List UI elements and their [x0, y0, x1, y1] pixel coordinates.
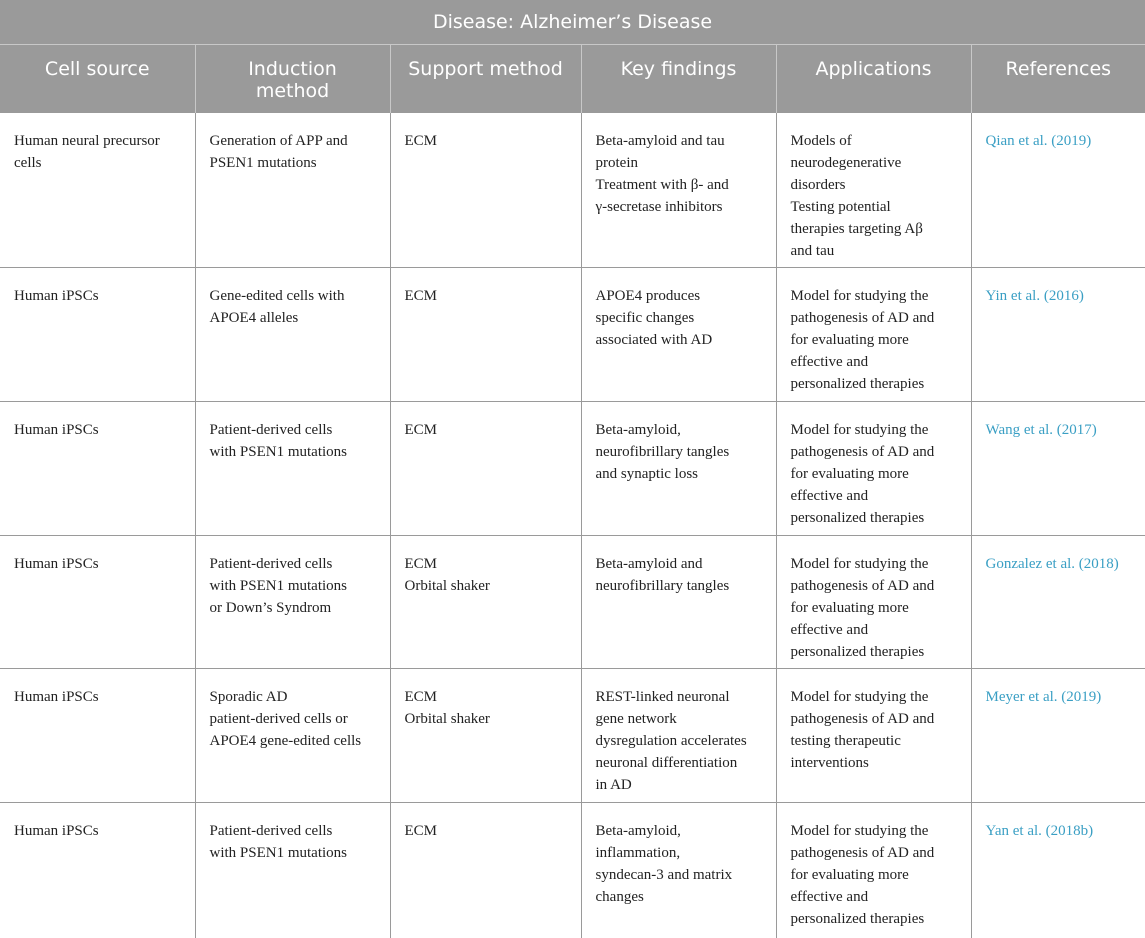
cell-induction: Patient-derived cells with PSEN1 mutations	[195, 402, 390, 536]
cell-findings: APOE4 produces specific changes associated with AD	[581, 268, 776, 402]
cell-findings: Beta-amyloid and neurofibrillary tangles	[581, 536, 776, 669]
cell-applications: Model for studying the pathogenesis of AD and for evaluating more effective and personalized therapies	[776, 268, 971, 402]
header-cell-source: Cell source	[0, 45, 195, 113]
cell-source: Human iPSCs	[0, 669, 195, 803]
cell-support: ECM	[390, 268, 581, 402]
table-row	[0, 113, 1145, 268]
cell-findings: Beta-amyloid, neurofibrillary tangles and synaptic loss	[581, 402, 776, 536]
reference-link[interactable]: Meyer et al. (2019)	[971, 669, 1145, 803]
table-row	[0, 402, 1145, 536]
reference-link[interactable]: Qian et al. (2019)	[971, 113, 1145, 268]
reference-link[interactable]: Yan et al. (2018b)	[985, 823, 1094, 839]
cell-findings: REST-linked neuronal gene network dysregulation accelerates neuronal differentiation in AD	[581, 669, 776, 803]
table-title: Disease: Alzheimer’s Disease	[0, 0, 1145, 45]
cell-applications: Models of neurodegenerative disorders Testing potential therapies targeting Aβ and tau	[776, 113, 971, 268]
cell-induction: Gene-edited cells with APOE4 alleles	[195, 268, 390, 402]
reference-link[interactable]: Gonzalez et al. (2018)	[971, 536, 1145, 669]
cell-findings: Beta-amyloid and tau protein Treatment with β- and γ-secretase inhibitors	[581, 113, 776, 268]
cell-source: Human iPSCs	[0, 536, 195, 669]
header-applications: Applications	[776, 45, 971, 113]
header-row	[0, 45, 1145, 113]
cell-findings: Beta-amyloid, inflammation, syndecan-3 and matrix changes	[581, 803, 776, 938]
table-row	[0, 803, 1145, 938]
cell-support: ECM Orbital shaker	[390, 536, 581, 669]
cell-applications: Model for studying the pathogenesis of AD and for evaluating more effective and personalized therapies	[776, 536, 971, 669]
cell-source: Human neural precursor cells	[0, 113, 195, 268]
reference-link[interactable]: Yin et al. (2016)	[971, 268, 1145, 402]
cell-support: ECM	[390, 402, 581, 536]
table-row	[0, 536, 1145, 669]
cell-source: Human iPSCs	[0, 268, 195, 402]
cell-applications: Model for studying the pathogenesis of AD and testing therapeutic interventions	[776, 669, 971, 803]
cell-induction: Patient-derived cells with PSEN1 mutations	[195, 803, 390, 938]
cell-induction: Generation of APP and PSEN1 mutations	[195, 113, 390, 268]
cell-support: ECM Orbital shaker	[390, 669, 581, 803]
cell-applications: Model for studying the pathogenesis of AD and for evaluating more effective and personalized therapies	[776, 402, 971, 536]
cell-source: Human iPSCs	[0, 803, 195, 938]
cell-support: ECM	[390, 113, 581, 268]
table-row	[0, 268, 1145, 402]
reference-link[interactable]: Wang et al. (2017)	[971, 402, 1145, 536]
cell-induction: Patient-derived cells with PSEN1 mutations or Down’s Syndrom	[195, 536, 390, 669]
cell-source: Human iPSCs	[0, 402, 195, 536]
header-key-findings: Key findings	[581, 45, 776, 113]
header-references: References	[971, 45, 1145, 113]
cell-applications: Model for studying the pathogenesis of AD and for evaluating more effective and personalized therapies	[776, 803, 971, 938]
table-row	[0, 669, 1145, 803]
cell-support: ECM	[390, 803, 581, 938]
title-row	[0, 0, 1145, 45]
cell-induction: Sporadic AD patient-derived cells or APOE4 gene-edited cells	[195, 669, 390, 803]
header-support-method: Support method	[390, 45, 581, 113]
header-induction-method: Induction method	[195, 45, 390, 113]
